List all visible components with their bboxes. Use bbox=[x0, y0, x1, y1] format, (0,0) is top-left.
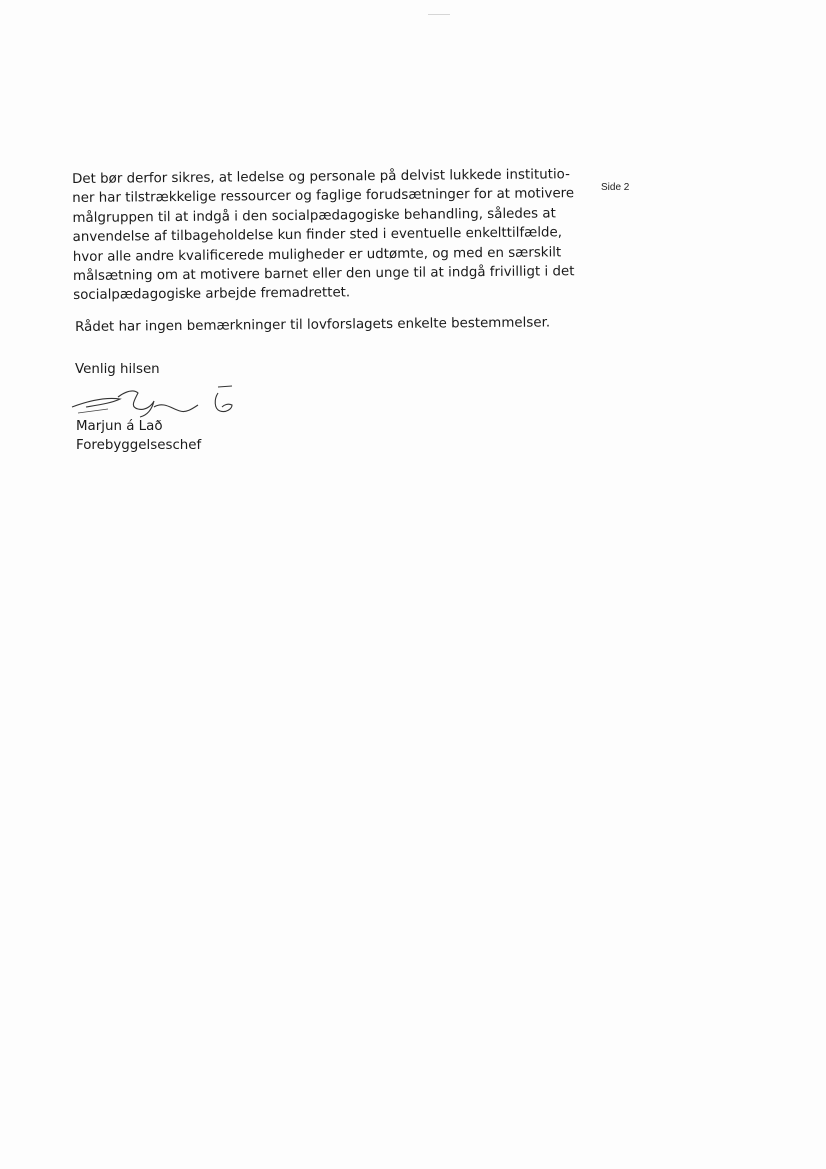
paragraph-line: målsætning om at motivere barnet eller den unge til at indgå frivilligt i det bbox=[72, 264, 575, 285]
paragraph-line: anvendelse af tilbageholdelse kun finder sted i eventuelle enkelttilfælde, bbox=[72, 225, 563, 246]
scan-artifact bbox=[428, 14, 450, 15]
closing-greeting: Venlig hilsen bbox=[75, 362, 160, 377]
paragraph-line: socialpædagogiske arbejde fremadrettet. bbox=[73, 285, 351, 304]
remark-paragraph: Rådet har ingen bemærkninger til lovforslagets enkelte bestemmelser. bbox=[75, 315, 551, 335]
body-paragraph bbox=[72, 165, 593, 306]
signer-title: Forebyggelseschef bbox=[76, 438, 202, 453]
paragraph-line: Det bør derfor sikres, at ledelse og personale på delvist lukkede institutio- bbox=[72, 167, 570, 187]
signer-name: Marjun á Lað bbox=[76, 419, 163, 434]
page-label: Side 2 bbox=[601, 182, 630, 193]
paragraph-line: målgruppen til at indgå i den socialpædagogiske behandling, således at bbox=[72, 206, 556, 226]
paragraph-line: hvor alle andre kvalificerede muligheder er udtømte, og med en særskilt bbox=[72, 244, 562, 265]
handwritten-signature bbox=[68, 383, 258, 423]
paragraph-line: ner har tilstrækkelige ressourcer og faglige forudsætninger for at motivere bbox=[72, 186, 575, 207]
